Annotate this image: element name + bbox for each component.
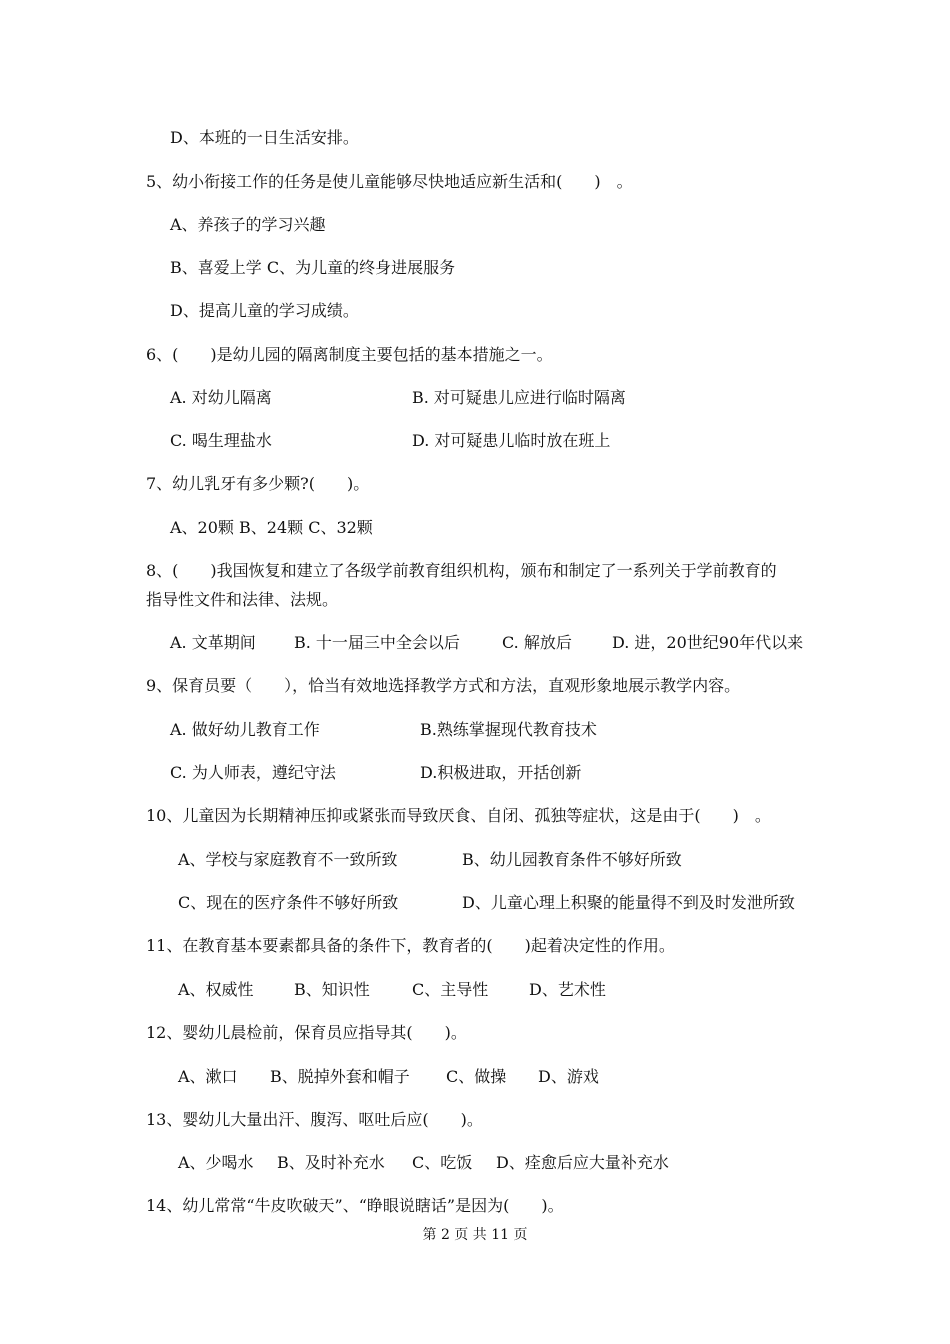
q12-option-d: D、游戏 (538, 1067, 599, 1086)
q12-option-a: A、漱口 (178, 1067, 238, 1086)
q10-option-a: A、学校与家庭教育不一致所致 (178, 850, 398, 869)
q8-option-a: A. 文革期间 (170, 633, 256, 652)
q11-option-a: A、权威性 (178, 980, 254, 999)
q6-option-a: A. 对幼儿隔离 (170, 388, 272, 407)
q9-stem: 9、保育员要（ ），恰当有效地选择教学方式和方法，直观形象地展示教学内容。 (146, 676, 741, 695)
q8-stem-line1: 8、( )我国恢复和建立了各级学前教育组织机构，颁布和制定了一系列关于学前教育的 (146, 561, 777, 580)
q8-option-c: C. 解放后 (502, 633, 572, 652)
q6-stem: 6、( )是幼儿园的隔离制度主要包括的基本措施之一。 (146, 345, 553, 364)
q11-option-d: D、艺术性 (529, 980, 606, 999)
q9-option-a: A. 做好幼儿教育工作 (170, 720, 320, 739)
q7-stem: 7、幼儿乳牙有多少颗?( )。 (146, 474, 370, 493)
q6-option-c: C. 喝生理盐水 (170, 431, 272, 450)
q10-option-d: D、儿童心理上积聚的能量得不到及时发泄所致 (462, 893, 795, 912)
q5-option-d: D、提高儿童的学习成绩。 (170, 301, 359, 320)
q6-option-d: D. 对可疑患儿临时放在班上 (412, 431, 611, 450)
q5-stem: 5、幼小衔接工作的任务是使儿童能够尽快地适应新生活和( ) 。 (146, 172, 633, 191)
q10-option-b: B、幼儿园教育条件不够好所致 (462, 850, 682, 869)
q6-option-b: B. 对可疑患儿应进行临时隔离 (412, 388, 626, 407)
q9-option-b: B.熟练掌握现代教育技术 (420, 720, 597, 739)
q11-stem: 11、在教育基本要素都具备的条件下，教育者的( )起着决定性的作用。 (146, 936, 675, 955)
q5-option-bc: B、喜爱上学 C、为儿童的终身进展服务 (170, 258, 456, 277)
q13-option-c: C、吃饭 (412, 1153, 473, 1172)
q8-option-d: D. 进，20世纪90年代以来 (612, 633, 804, 652)
q10-option-c: C、现在的医疗条件不够好所致 (178, 893, 399, 912)
q4-option-d: D、本班的一日生活安排。 (170, 128, 359, 147)
q5-option-a: A、养孩子的学习兴趣 (170, 215, 326, 234)
page-number-footer: 第 2 页 共 11 页 (422, 1227, 528, 1243)
q13-option-a: A、少喝水 (178, 1153, 254, 1172)
q14-stem: 14、幼儿常常“牛皮吹破天”、“睁眼说瞎话”是因为( )。 (146, 1196, 564, 1215)
q8-option-b: B. 十一届三中全会以后 (294, 633, 460, 652)
q13-option-b: B、及时补充水 (277, 1153, 385, 1172)
q11-option-b: B、知识性 (294, 980, 370, 999)
q9-option-d: D.积极进取，开括创新 (420, 763, 582, 782)
q7-options: A、20颗 B、24颗 C、32颗 (170, 518, 373, 537)
q12-option-b: B、脱掉外套和帽子 (270, 1067, 410, 1086)
q10-stem: 10、儿童因为长期精神压抑或紧张而导致厌食、自闭、孤独等症状，这是由于( ) 。 (146, 806, 771, 825)
q12-stem: 12、婴幼儿晨检前，保育员应指导其( )。 (146, 1023, 467, 1042)
q13-stem: 13、婴幼儿大量出汗、腹泻、呕吐后应( )。 (146, 1110, 483, 1129)
q13-option-d: D、痊愈后应大量补充水 (496, 1153, 669, 1172)
q9-option-c: C. 为人师表，遵纪守法 (170, 763, 336, 782)
q11-option-c: C、主导性 (412, 980, 489, 999)
q12-option-c: C、做操 (446, 1067, 507, 1086)
q8-stem-line2: 指导性文件和法律、法规。 (146, 590, 339, 609)
